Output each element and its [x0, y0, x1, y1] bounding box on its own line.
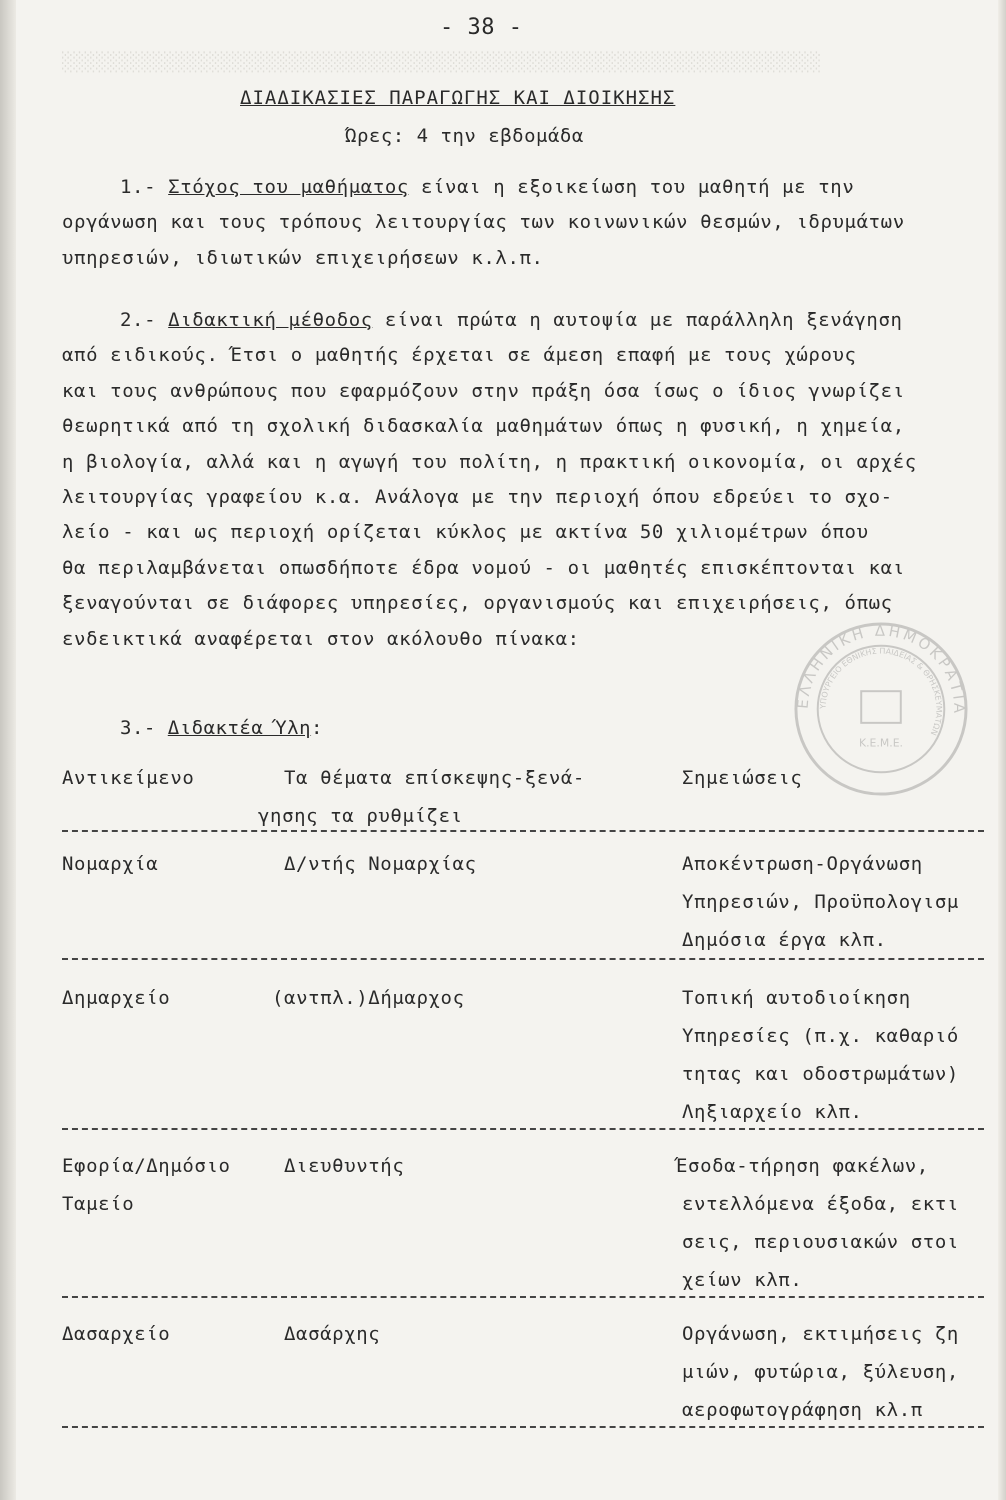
hours-per-week: Ώρες: 4 την εβδομάδα	[345, 125, 584, 147]
stamp-inner-text: ΥΠΟΥΡΓΕΙΟ ΕΘΝΙΚΗΣ ΠΑΙΔΕΙΑΣ & ΘΡΗΣΚΕΥΜΑΤΩΝ	[818, 646, 944, 737]
section-1-number: 1.-	[120, 176, 169, 198]
row-4-notes-line-2: μιών, φυτώρια, ξύλευση,	[682, 1361, 959, 1383]
section-2-heading: Διδακτική μέθοδος	[168, 309, 373, 331]
section-3-colon: :	[311, 717, 323, 739]
row-1-notes-line-1: Αποκέντρωση-Οργάνωση	[682, 853, 923, 875]
row-2-regulator: (αντπλ.)Δήμαρχος	[272, 987, 465, 1009]
page-number: - 38 -	[440, 15, 523, 40]
section-1-line-3: υπηρεσιών, ιδιωτικών επιχειρήσεων κ.λ.π.	[62, 246, 544, 269]
table-divider	[62, 830, 984, 832]
section-2-line-10: ενδεικτικά αναφέρεται στον ακόλουθο πίνακα:	[62, 627, 580, 650]
row-2-object: Δημαρχείο	[62, 987, 171, 1009]
stamp-bottom-text: Κ.Ε.Μ.Ε.	[858, 736, 904, 750]
row-2-notes-line-3: τητας και οδοστρωμάτων)	[682, 1063, 959, 1085]
section-3-number: 3.-	[120, 717, 168, 739]
section-1-line-1: είναι η εξοικείωση του μαθητή με την	[408, 176, 855, 198]
section-2-number: 2.-	[120, 309, 169, 331]
table-header-regulator-line-2: γησης τα ρυθμίζει	[258, 805, 463, 827]
row-1-regulator: Δ/ντής Νομαρχίας	[284, 853, 477, 875]
row-3-notes-line-3: σεις, περιουσιακών στοι	[682, 1231, 959, 1253]
row-3-object-line-2: Ταμείο	[62, 1193, 135, 1215]
section-1-heading: Στόχος του μαθήματος	[168, 176, 409, 198]
table-divider	[62, 1296, 984, 1298]
section-1-line-2: οργάνωση και τους τρόπους λειτουργίας των κοινωνικών θεσμών, ιδρυμάτων	[62, 211, 905, 234]
table-divider	[62, 958, 984, 960]
row-1-object: Νομαρχία	[62, 853, 159, 875]
section-2-line-2: από ειδικούς. Έτσι ο μαθητής έρχεται σε άμεση επαφή με τους χώρους	[62, 344, 857, 367]
section-3-heading-line	[120, 716, 323, 740]
row-4-notes-line-1: Οργάνωση, εκτιμήσεις ζη	[682, 1323, 959, 1345]
section-2-line-6: λειτουργίας γραφείου κ.α. Ανάλογα με την περιοχή όπου εδρεύει το σχο-	[62, 486, 893, 509]
row-3-notes-line-1: Έσοδα-τήρηση φακέλων,	[676, 1155, 929, 1177]
row-3-notes-line-4: χείων κλπ.	[682, 1269, 803, 1291]
section-2-line-1: είναι πρώτα η αυτοψία με παράλληλη ξενάγηση	[372, 309, 903, 331]
table-header-regulator-line-1: Τα θέματα επίσκεψης-ξενά-	[284, 767, 585, 789]
row-2-notes-line-2: Υπηρεσίες (π.χ. καθαριό	[682, 1025, 959, 1047]
row-4-regulator: Δασάρχης	[284, 1323, 381, 1345]
row-4-object: Δασαρχείο	[62, 1323, 171, 1345]
row-2-notes-line-4: Ληξιαρχείο κλπ.	[682, 1101, 863, 1123]
scan-edge-left	[0, 0, 16, 1500]
document-title: ΔΙΑΔΙΚΑΣΙΕΣ ΠΑΡΑΓΩΓΗΣ ΚΑΙ ΔΙΟΙΚΗΣΗΣ	[240, 87, 676, 109]
section-2-line-8: θα περιλαμβάνεται οπωσδήποτε έδρα νομού - οι μαθητές επισκέπτονται και	[62, 556, 905, 579]
row-4-notes-line-3: αεροφωτογράφηση κλ.π	[682, 1399, 923, 1421]
section-1-paragraph	[62, 170, 982, 276]
row-1-notes-line-3: Δημόσια έργα κλπ.	[682, 929, 887, 951]
section-2-line-7: λείο - και ως περιοχή ορίζεται κύκλος με ακτίνα 50 χιλιομέτρων όπου	[62, 521, 869, 544]
row-3-regulator: Διευθυντής	[284, 1155, 405, 1177]
table-header-notes: Σημειώσεις	[682, 767, 803, 789]
row-2-notes-line-1: Τοπική αυτοδιοίκηση	[682, 987, 911, 1009]
table-header-object: Αντικείμενο	[62, 767, 195, 789]
stamp-outer-text: ΕΛΛΗΝΙΚΗ ΔΗΜΟΚΡΑΤΙΑ	[794, 622, 968, 717]
table-divider	[62, 1128, 984, 1130]
row-1-notes-line-2: Υπηρεσιών, Προϋπολογισμ	[682, 891, 959, 913]
official-stamp-icon	[792, 620, 970, 798]
table-divider	[62, 1426, 984, 1428]
section-3-heading: Διδακτέα Ύλη	[167, 717, 312, 739]
section-2-line-5: η βιολογία, αλλά και η αγωγή του πολίτη, η πρακτική οικονομία, οι αρχές	[62, 450, 917, 473]
scan-edge-right	[998, 0, 1006, 1500]
bleed-through: ░░░░░░░░░░░░░░░░░░░░░░░░░░░░░░░░░░░░░░░░░░░░░░░░░░░░░░░░░░░░░░░░░░░	[62, 52, 822, 73]
section-2-line-4: θεωρητικά από τη σχολική διδασκαλία μαθημάτων όπως η φυσική, η χημεία,	[62, 415, 905, 438]
row-3-object-line-1: Εφορία/Δημόσιο	[62, 1155, 231, 1177]
section-2-line-3: και τους ανθρώπους που εφαρμόζουν στην πράξη όσα ίσως ο ίδιος γνωρίζει	[62, 379, 905, 402]
section-2-line-9: ξεναγούνται σε διάφορες υπηρεσίες, οργανισμούς και επιχειρήσεις, όπως	[62, 592, 893, 615]
section-2-paragraph	[62, 303, 982, 657]
row-3-notes-line-2: εντελλόμενα έξοδα, εκτι	[682, 1193, 959, 1215]
